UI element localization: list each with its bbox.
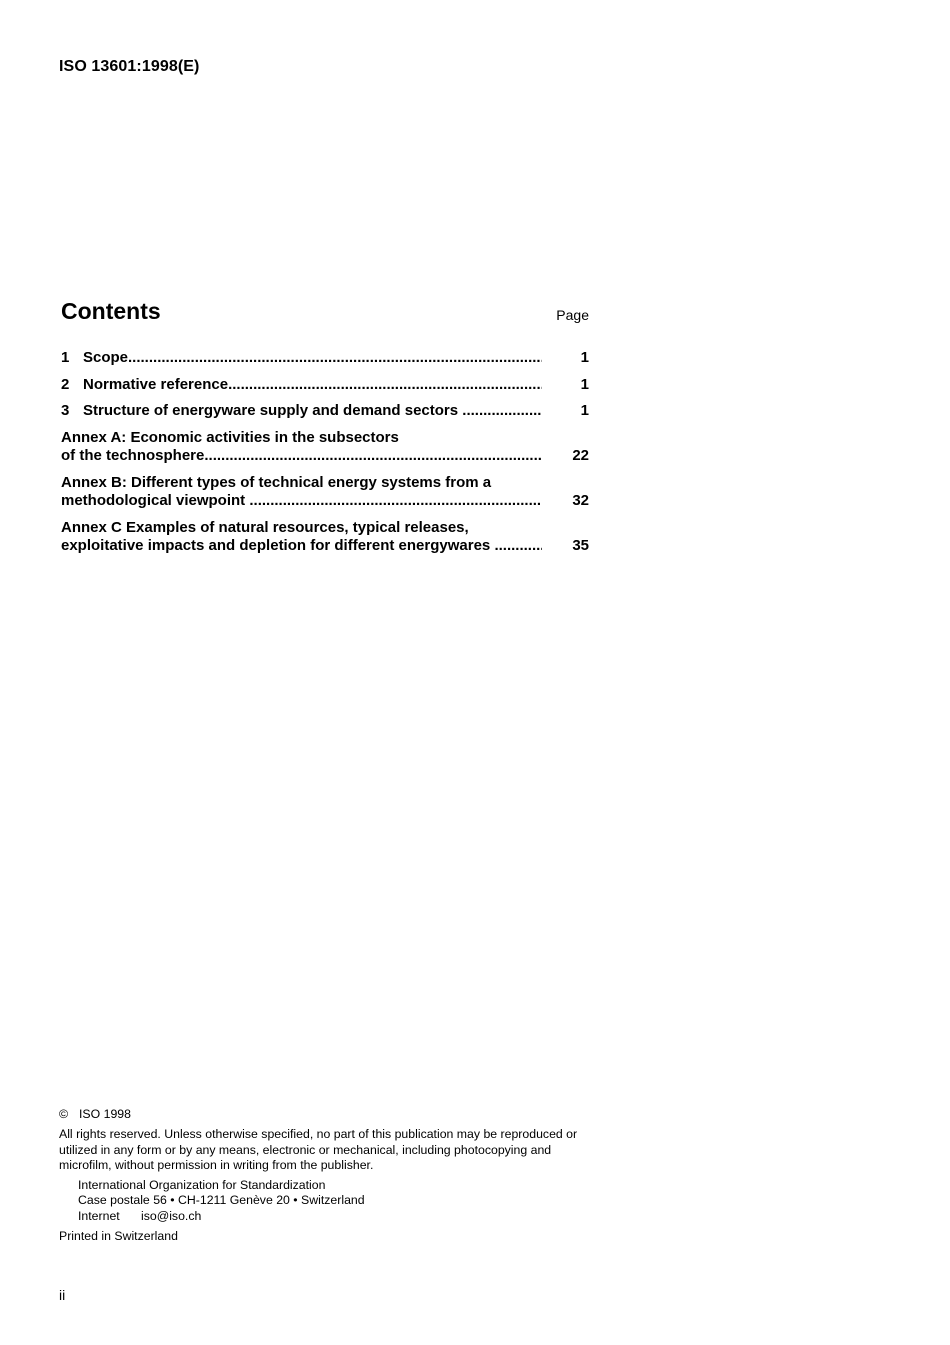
internet-label: Internet <box>78 1208 120 1223</box>
toc-entry-title-line <box>61 537 542 556</box>
toc-entry-page: 1 <box>580 349 589 366</box>
organization-postal-address: Case postale 56 • CH-1211 Genève 20 • Switzerland <box>78 1193 365 1208</box>
document-id: ISO 13601:1998(E) <box>59 58 200 75</box>
toc-entry-title: Normative reference <box>83 375 229 393</box>
toc-entry[interactable] <box>61 402 589 421</box>
toc-entry-title-continued: of the technosphere <box>61 447 205 464</box>
toc-entry-page: 35 <box>572 537 589 554</box>
toc-leader-dots <box>462 402 542 421</box>
contents-header <box>61 298 589 328</box>
toc-entry-page: 1 <box>580 375 589 393</box>
copyright-footer <box>59 1107 591 1244</box>
printed-in: Printed in Switzerland <box>59 1229 178 1244</box>
toc-entry-title-line <box>61 447 542 466</box>
toc-entry-annex-a[interactable] <box>61 429 589 466</box>
organization-name: International Organization for Standardization <box>78 1178 326 1193</box>
toc-entry-title: Annex C Examples of natural resources, typical releases, <box>61 518 469 536</box>
copyright-icon: © <box>59 1107 69 1121</box>
internet-email: iso@iso.ch <box>141 1208 202 1223</box>
copyright-text: ISO 1998 <box>79 1107 131 1121</box>
toc-entry-title-continued: methodological viewpoint <box>61 492 246 509</box>
toc-leader-dots <box>494 537 542 556</box>
toc-leader-dots <box>204 447 542 466</box>
page-column-label: Page <box>556 307 589 323</box>
toc-leader-dots <box>128 349 542 368</box>
toc-entry-title-continued: exploitative impacts and depletion for different energywares <box>61 537 491 554</box>
toc-entry-number: 1 <box>61 349 70 366</box>
rights-statement: All rights reserved. Unless otherwise specified, no part of this publication may be reproduced or utilized in any form or by any means, electronic or mechanical, including photocopying and microfilm, without permission in writing from the publisher. <box>59 1127 578 1172</box>
toc-entry-page: 22 <box>572 447 589 464</box>
organization-address <box>59 1178 591 1224</box>
toc-entry-title-line <box>61 349 542 368</box>
toc-entry-page: 32 <box>572 492 589 509</box>
contents-title: Contents <box>61 298 161 324</box>
toc-entry-annex-c[interactable] <box>61 519 589 556</box>
toc-entry-title: Scope <box>83 349 129 366</box>
toc-entry-title: Structure of energyware supply and demand sectors <box>83 402 459 419</box>
toc-entry[interactable] <box>61 349 589 368</box>
toc-leader-dots <box>249 492 542 511</box>
toc-entry-number: 2 <box>61 375 70 393</box>
toc-entry-annex-b[interactable] <box>61 474 589 511</box>
toc-entry-title-line <box>61 376 542 395</box>
page-number: ii <box>59 1287 66 1303</box>
toc-entry-number: 3 <box>61 402 70 419</box>
toc-entry-title: Annex B: Different types of technical energy systems from a <box>61 473 492 491</box>
toc-entry-title: Annex A: Economic activities in the subsectors <box>61 428 399 446</box>
toc-leader-dots <box>228 376 542 395</box>
copyright-line <box>59 1107 591 1122</box>
toc-entry-title-line <box>61 402 542 421</box>
toc-entry[interactable] <box>61 376 589 395</box>
internet-line <box>78 1209 591 1224</box>
table-of-contents <box>61 349 589 564</box>
toc-entry-title-line <box>61 492 542 511</box>
toc-entry-page: 1 <box>580 402 589 419</box>
